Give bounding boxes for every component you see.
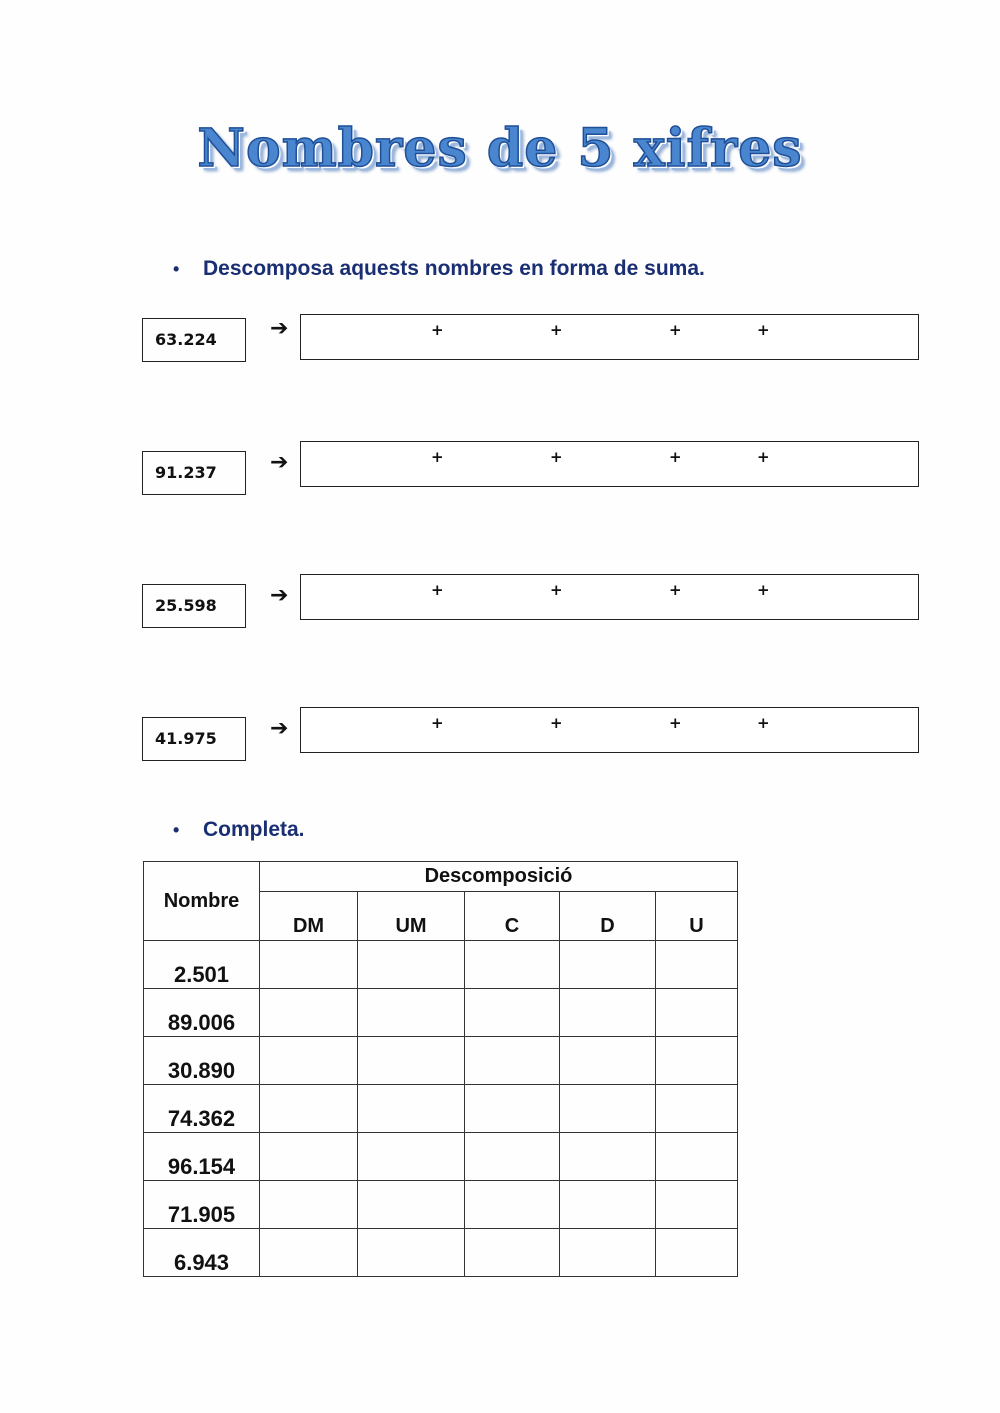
plus-sign: + — [757, 321, 770, 339]
plus-sign: + — [757, 714, 770, 732]
answer-cell-um[interactable] — [358, 1085, 465, 1133]
plus-sign: + — [757, 448, 770, 466]
answer-cell-dm[interactable] — [260, 1085, 358, 1133]
header-d: D — [560, 892, 656, 941]
answer-cell-c[interactable] — [465, 1037, 560, 1085]
plus-sign: + — [550, 448, 563, 466]
table-row — [144, 1085, 738, 1133]
number-box: 25.598 — [142, 584, 246, 628]
place-value-table — [143, 861, 738, 1277]
table-row — [144, 989, 738, 1037]
sum-answer-field[interactable] — [300, 707, 919, 753]
table-row — [144, 941, 738, 989]
arrow-icon: ➔ — [270, 583, 289, 608]
answer-cell-dm[interactable] — [260, 1229, 358, 1277]
plus-sign: + — [550, 581, 563, 599]
instruction-decompose — [173, 257, 705, 281]
number-cell: 6.943 — [144, 1229, 260, 1277]
sum-answer-field[interactable] — [300, 574, 919, 620]
number-cell: 71.905 — [144, 1181, 260, 1229]
answer-cell-d[interactable] — [560, 1037, 656, 1085]
header-u: U — [656, 892, 738, 941]
answer-cell-c[interactable] — [465, 1085, 560, 1133]
answer-cell-um[interactable] — [358, 1181, 465, 1229]
answer-cell-u[interactable] — [656, 1229, 738, 1277]
instruction-complete — [173, 818, 305, 842]
header-dm: DM — [260, 892, 358, 941]
answer-cell-d[interactable] — [560, 989, 656, 1037]
answer-cell-u[interactable] — [656, 1085, 738, 1133]
plus-sign: + — [431, 581, 444, 599]
answer-cell-um[interactable] — [358, 1133, 465, 1181]
header-c: C — [465, 892, 560, 941]
answer-cell-c[interactable] — [465, 989, 560, 1037]
answer-cell-c[interactable] — [465, 1181, 560, 1229]
answer-cell-d[interactable] — [560, 1133, 656, 1181]
table-row — [144, 1037, 738, 1085]
answer-cell-dm[interactable] — [260, 1181, 358, 1229]
plus-sign: + — [431, 714, 444, 732]
bullet: • — [173, 259, 180, 279]
answer-cell-dm[interactable] — [260, 1037, 358, 1085]
plus-sign: + — [669, 448, 682, 466]
header-number: Nombre — [144, 862, 260, 941]
answer-cell-d[interactable] — [560, 941, 656, 989]
answer-cell-um[interactable] — [358, 1037, 465, 1085]
answer-cell-dm[interactable] — [260, 1133, 358, 1181]
answer-cell-c[interactable] — [465, 941, 560, 989]
number-box: 63.224 — [142, 318, 246, 362]
answer-cell-c[interactable] — [465, 1133, 560, 1181]
arrow-icon: ➔ — [270, 716, 289, 741]
header-um: UM — [358, 892, 465, 941]
answer-cell-um[interactable] — [358, 1229, 465, 1277]
arrow-icon: ➔ — [270, 316, 289, 341]
instruction-text: Descomposa aquests nombres en forma de suma. — [203, 257, 705, 280]
number-box: 41.975 — [142, 717, 246, 761]
header-decomposition: Descomposició — [260, 862, 738, 892]
number-cell: 30.890 — [144, 1037, 260, 1085]
plus-sign: + — [669, 581, 682, 599]
plus-sign: + — [550, 714, 563, 732]
answer-cell-u[interactable] — [656, 989, 738, 1037]
plus-sign: + — [669, 714, 682, 732]
answer-cell-d[interactable] — [560, 1181, 656, 1229]
number-box: 91.237 — [142, 451, 246, 495]
answer-cell-d[interactable] — [560, 1229, 656, 1277]
plus-sign: + — [669, 321, 682, 339]
plus-sign: + — [757, 581, 770, 599]
table-row — [144, 1229, 738, 1277]
answer-cell-dm[interactable] — [260, 989, 358, 1037]
plus-sign: + — [431, 321, 444, 339]
answer-cell-c[interactable] — [465, 1229, 560, 1277]
answer-cell-u[interactable] — [656, 941, 738, 989]
answer-cell-u[interactable] — [656, 1181, 738, 1229]
answer-cell-dm[interactable] — [260, 941, 358, 989]
instruction-text: Completa. — [203, 818, 305, 841]
answer-cell-u[interactable] — [656, 1037, 738, 1085]
number-cell: 89.006 — [144, 989, 260, 1037]
number-cell: 2.501 — [144, 941, 260, 989]
table-row — [144, 1133, 738, 1181]
plus-sign: + — [431, 448, 444, 466]
sum-answer-field[interactable] — [300, 314, 919, 360]
number-cell: 96.154 — [144, 1133, 260, 1181]
table-row — [144, 1181, 738, 1229]
page-title: Nombres de 5 xifres — [197, 118, 803, 179]
bullet: • — [173, 820, 180, 840]
plus-sign: + — [550, 321, 563, 339]
answer-cell-um[interactable] — [358, 989, 465, 1037]
answer-cell-d[interactable] — [560, 1085, 656, 1133]
answer-cell-u[interactable] — [656, 1133, 738, 1181]
number-cell: 74.362 — [144, 1085, 260, 1133]
arrow-icon: ➔ — [270, 450, 289, 475]
sum-answer-field[interactable] — [300, 441, 919, 487]
answer-cell-um[interactable] — [358, 941, 465, 989]
